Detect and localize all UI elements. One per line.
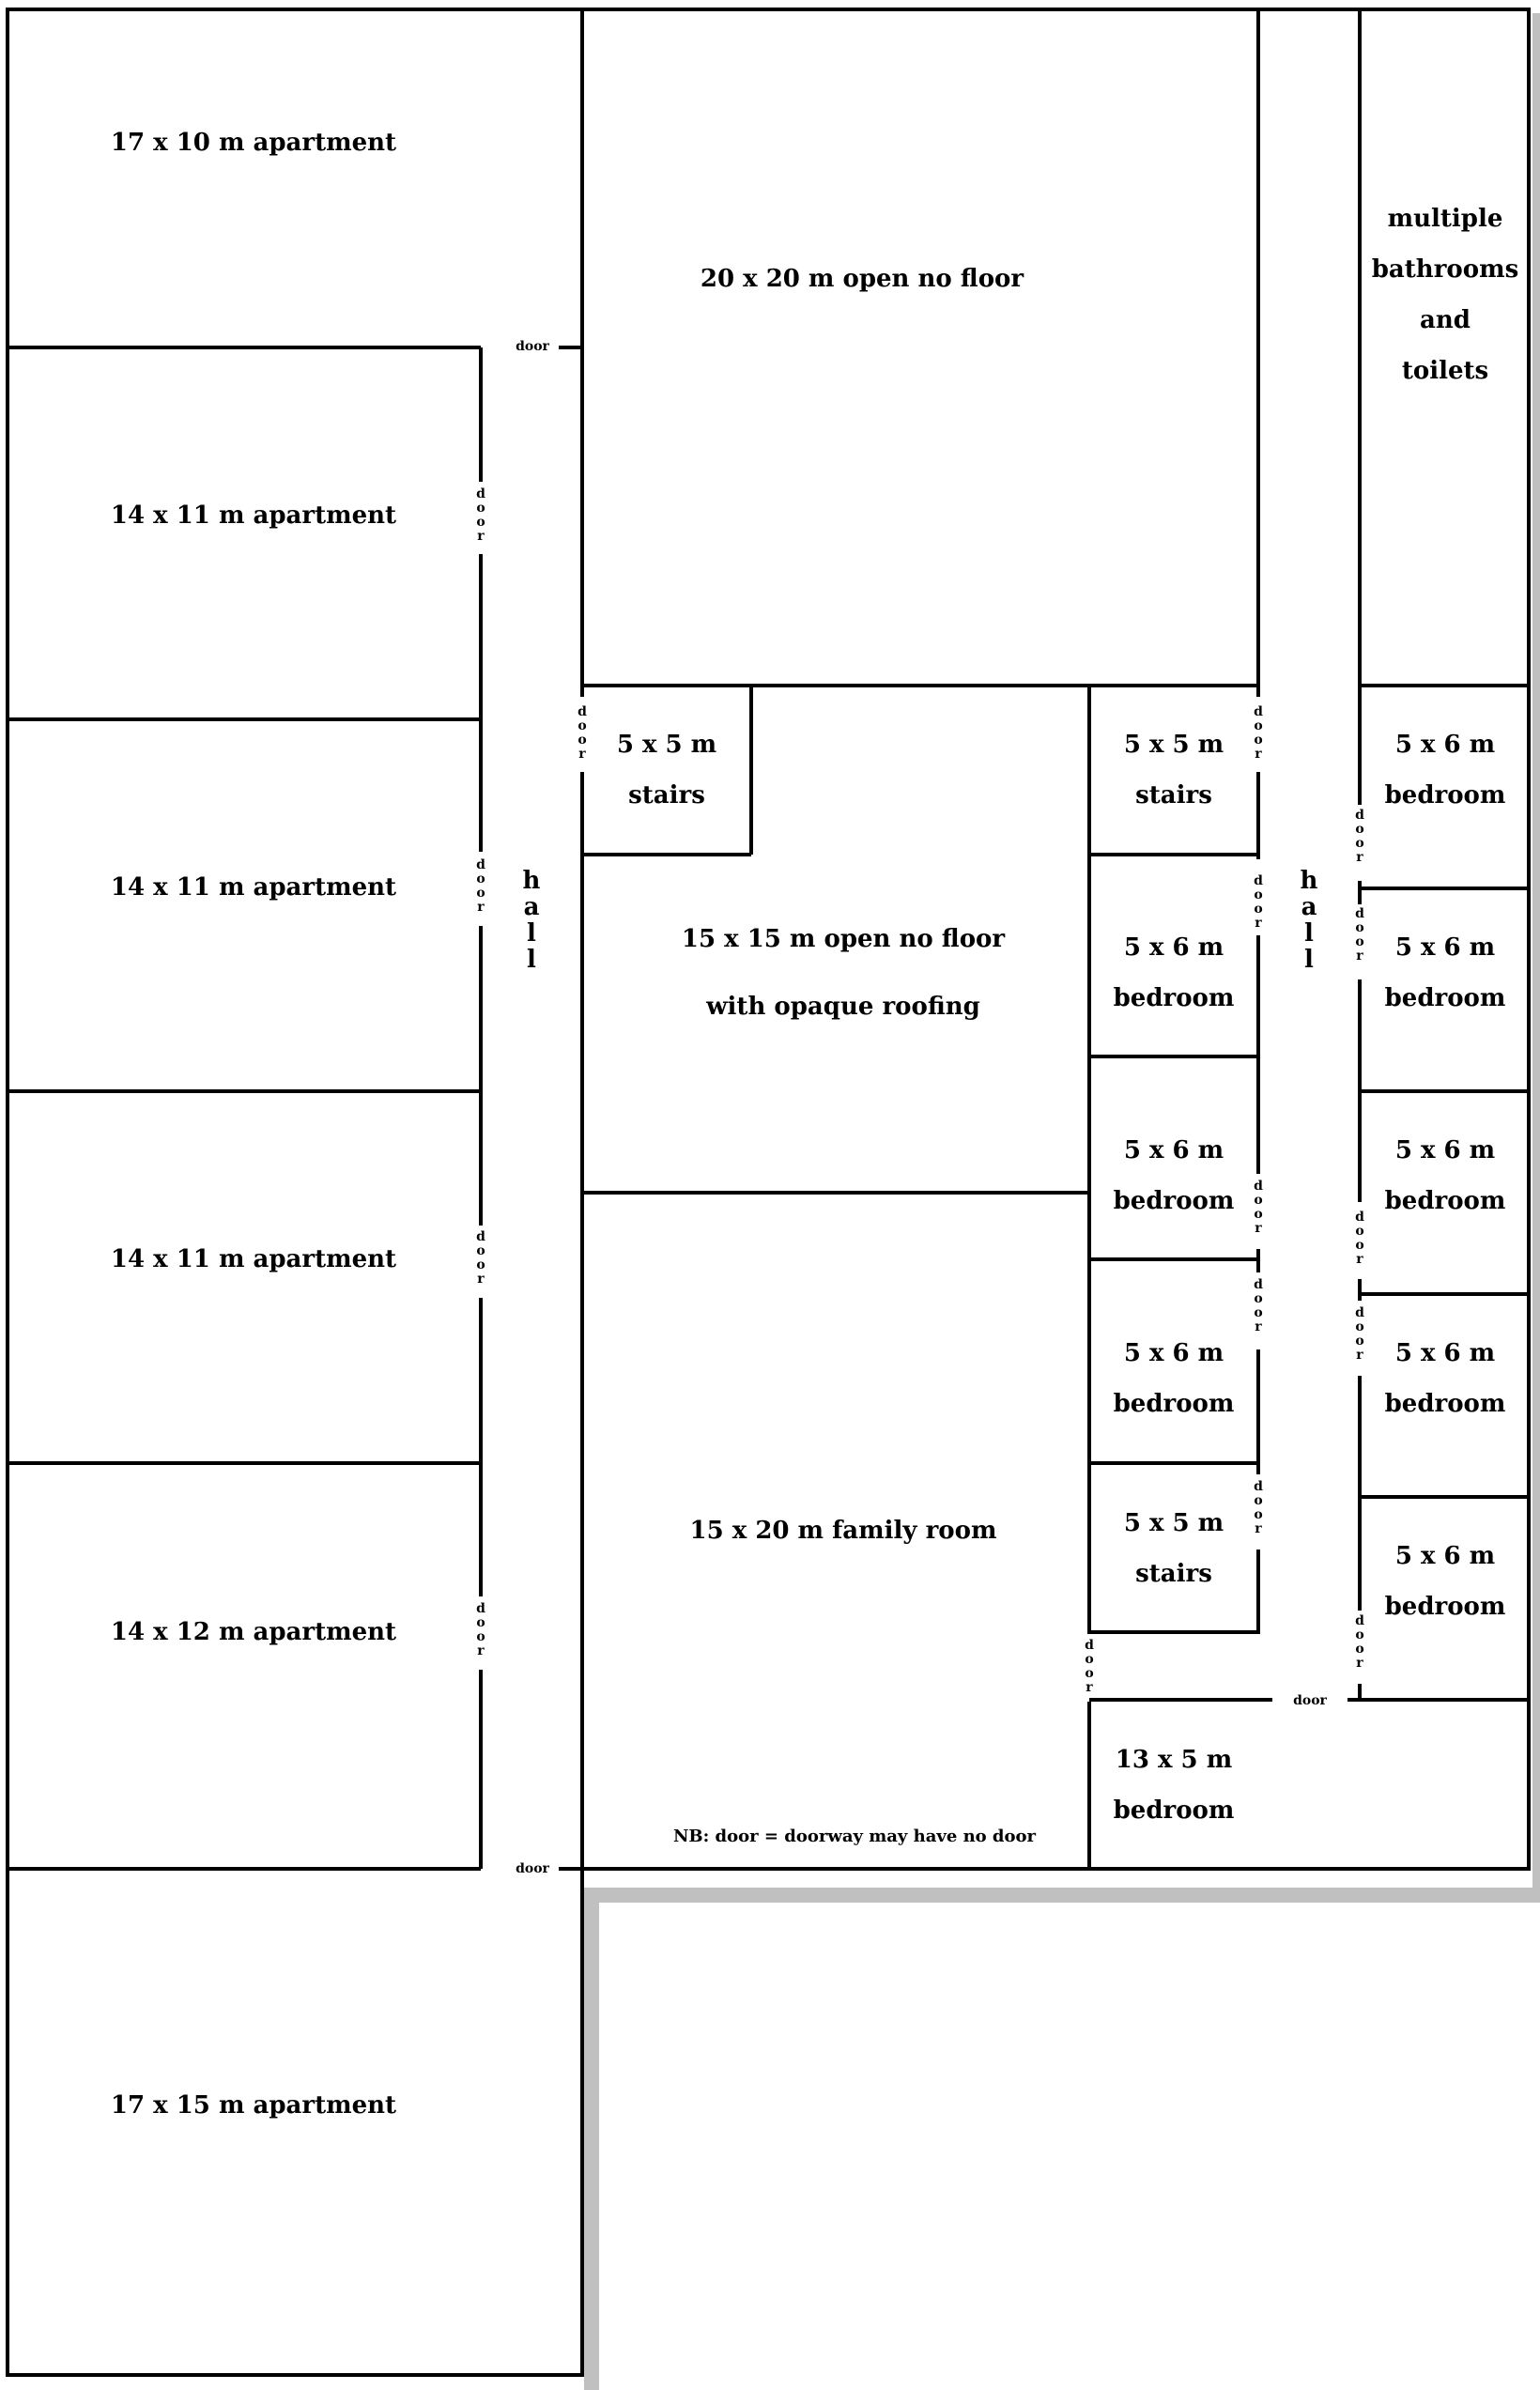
bedroom-label: 13 x 5 m (1115, 1746, 1233, 1774)
door-label: door (516, 1861, 549, 1876)
stairs-label: stairs (628, 781, 705, 810)
bathroom-label: toilets (1401, 357, 1489, 385)
shadow-mid (595, 1888, 1540, 1903)
vertical-labels (476, 486, 1364, 1695)
hall-label: h a l l (1300, 867, 1318, 974)
bedroom-label: 5 x 6 m (1123, 1339, 1224, 1367)
bathroom-label: and (1420, 306, 1471, 334)
family-room-label: 15 x 20 m family room (689, 1517, 997, 1545)
bedroom-label: bedroom (1113, 1796, 1235, 1825)
bathroom-label: bathrooms (1371, 255, 1519, 284)
door-label: d o o r (1355, 1305, 1364, 1363)
door-label: d o o r (1254, 873, 1263, 931)
door-label: d o o r (1254, 1479, 1263, 1536)
bedroom-label: bedroom (1113, 1390, 1235, 1418)
bedroom-label: 5 x 6 m (1394, 1136, 1496, 1164)
door-label: d o o r (1254, 1179, 1263, 1236)
bedroom-label: bedroom (1384, 984, 1506, 1012)
hall-label: h a l l (522, 867, 541, 974)
door-label: d o o r (1355, 1613, 1364, 1671)
stairs-label: 5 x 5 m (1123, 1509, 1224, 1537)
apartment-label: 17 x 15 m apartment (110, 2091, 397, 2120)
shadow-right (1532, 13, 1540, 1888)
apartment-label: 14 x 11 m apartment (110, 501, 397, 530)
bedroom-label: 5 x 6 m (1394, 731, 1496, 759)
door-label: d o o r (1355, 808, 1364, 865)
footnote: NB: door = doorway may have no door (672, 1827, 1037, 1846)
door-label: d o o r (476, 1229, 485, 1287)
door-label: d o o r (1355, 906, 1364, 964)
door-label: d o o r (476, 857, 485, 915)
bedroom-label: bedroom (1113, 984, 1235, 1012)
apartment-label: 14 x 12 m apartment (110, 1618, 397, 1646)
bedroom-label: bedroom (1113, 1187, 1235, 1215)
stairs-label: 5 x 5 m (1123, 731, 1224, 759)
open-area-label: 15 x 15 m open no floor (681, 925, 1006, 953)
bedroom-label: bedroom (1384, 1593, 1506, 1621)
stairs-label: 5 x 5 m (616, 731, 717, 759)
door-label: d o o r (476, 486, 485, 544)
apartment-label: 14 x 11 m apartment (110, 873, 397, 902)
bedroom-label: bedroom (1384, 1187, 1506, 1215)
open-area-label: 20 x 20 m open no floor (700, 265, 1024, 293)
middle-walls (582, 686, 1529, 1869)
apartment-label: 14 x 11 m apartment (110, 1245, 397, 1273)
door-label: d o o r (1085, 1638, 1094, 1695)
door-label: d o o r (578, 704, 587, 762)
bedroom-label: 5 x 6 m (1394, 1339, 1496, 1367)
shadow-lower-right (584, 1888, 599, 2390)
stairs-label: stairs (1135, 1560, 1212, 1588)
bedroom-label: 5 x 6 m (1123, 1136, 1224, 1164)
open-area-label: with opaque roofing (706, 993, 980, 1021)
door-label: d o o r (1355, 1210, 1364, 1267)
door-label: door (1293, 1693, 1327, 1708)
apartment-label: 17 x 10 m apartment (110, 129, 397, 157)
door-label: d o o r (1254, 704, 1263, 762)
bedroom-label: 5 x 6 m (1394, 1542, 1496, 1570)
door-label: door (516, 339, 549, 354)
bedroom-label: 5 x 6 m (1394, 933, 1496, 962)
stairs-label: stairs (1135, 781, 1212, 810)
bedroom-label: bedroom (1384, 781, 1506, 810)
bedroom-label: 5 x 6 m (1123, 933, 1224, 962)
door-label: d o o r (476, 1601, 485, 1658)
bathroom-label: multiple (1387, 205, 1503, 233)
bedroom-label: bedroom (1384, 1390, 1506, 1418)
door-label: d o o r (1254, 1277, 1263, 1334)
